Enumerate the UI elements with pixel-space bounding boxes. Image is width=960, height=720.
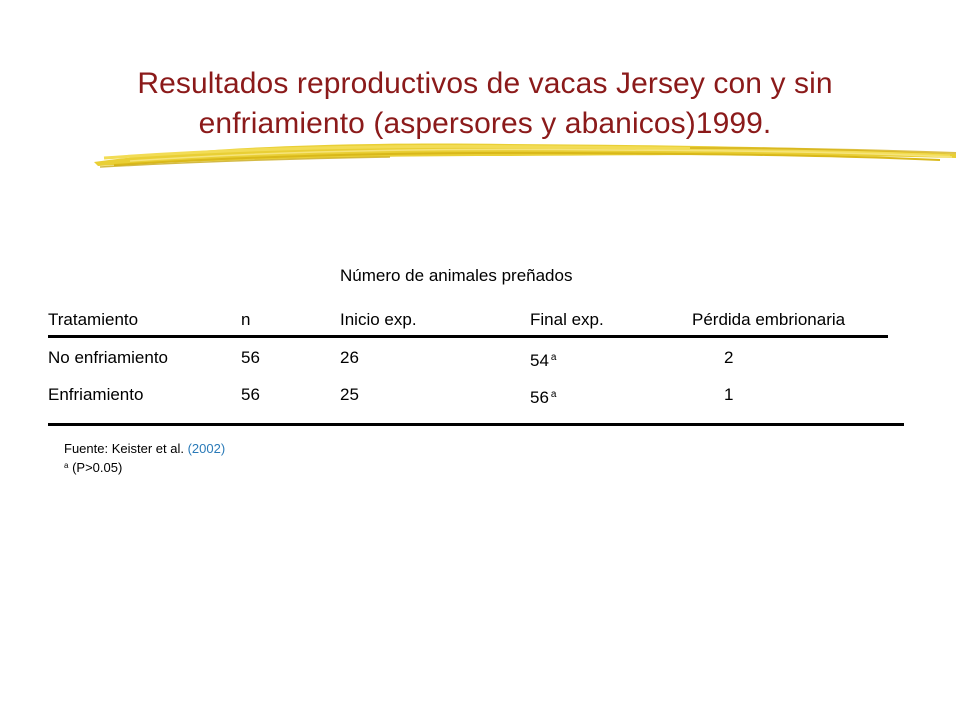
footer-rule — [48, 423, 904, 426]
row-1-inicio: 26 — [340, 348, 359, 367]
row-2-perdida: 1 — [724, 385, 734, 404]
row-2-final-mark: a — [550, 389, 557, 400]
row-2-n: 56 — [241, 385, 260, 404]
col-header-inicio: Inicio exp. — [340, 310, 417, 329]
header-rule — [48, 335, 888, 338]
col-header-tratamiento: Tratamiento — [48, 310, 139, 329]
row-1-n: 56 — [241, 348, 260, 367]
significance-mark: a — [64, 461, 69, 470]
row-1-final — [530, 347, 556, 372]
row-2-inicio: 25 — [340, 385, 359, 404]
source-note — [64, 440, 225, 476]
group-header: Número de animales preñados — [340, 266, 573, 285]
row-1-final-value: 54 — [530, 351, 549, 370]
col-header-final: Final exp. — [530, 310, 604, 329]
row-1-final-mark: a — [550, 352, 557, 363]
source-year: (2002) — [187, 441, 226, 456]
significance-note — [64, 457, 225, 476]
slide-title: Resultados reproductivos de vacas Jersey con y sin enfriamiento (aspersores y abanicos)1999. — [137, 67, 833, 140]
row-1-perdida: 2 — [724, 348, 734, 367]
source-prefix: Fuente: Keister et al. — [64, 441, 188, 456]
col-header-perdida: Pérdida embrionaria — [692, 310, 846, 329]
row-1-tratamiento: No enfriamiento — [48, 348, 169, 367]
source-citation — [64, 440, 225, 457]
row-2-tratamiento: Enfriamiento — [48, 385, 144, 404]
row-2-final-value: 56 — [530, 388, 549, 407]
significance-text: (P>0.05) — [68, 460, 123, 475]
col-header-n: n — [241, 310, 251, 329]
row-2-final — [530, 384, 556, 409]
